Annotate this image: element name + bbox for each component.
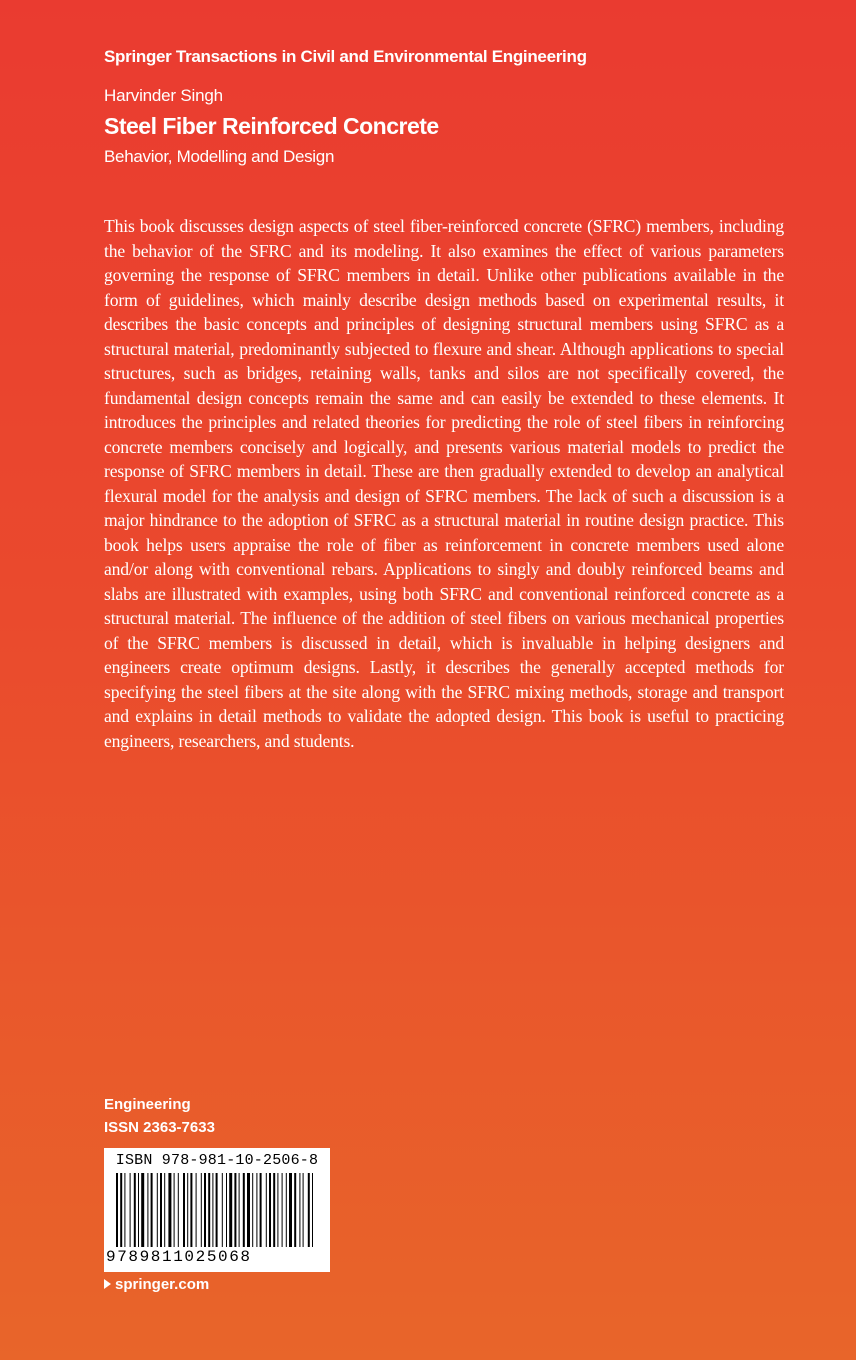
barcode-bar: [273, 1173, 275, 1247]
barcode-bar: [308, 1173, 310, 1247]
subject-category: Engineering: [104, 1096, 191, 1113]
barcode-bar: [269, 1173, 271, 1247]
barcode-bar: [120, 1173, 122, 1247]
barcode-bar: [190, 1173, 192, 1247]
barcode-bar: [303, 1173, 304, 1247]
barcode-bar: [116, 1173, 118, 1247]
author-name: Harvinder Singh: [104, 86, 223, 105]
barcode-bar: [299, 1173, 300, 1247]
barcode-bar: [247, 1173, 250, 1247]
barcode-bar: [256, 1173, 257, 1247]
book-subtitle: Behavior, Modelling and Design: [104, 147, 335, 166]
barcode-bar: [151, 1173, 153, 1247]
barcode-bar: [141, 1173, 144, 1247]
barcode-bar: [168, 1173, 171, 1247]
barcode-bar: [174, 1173, 175, 1247]
barcode-bar: [138, 1173, 139, 1247]
website-text[interactable]: springer.com: [115, 1276, 210, 1293]
barcode-bar: [282, 1173, 283, 1247]
barcode-bar: [134, 1173, 136, 1247]
barcode-bar: [196, 1173, 197, 1247]
barcode-bar: [201, 1173, 202, 1247]
barcode-bar: [286, 1173, 287, 1247]
barcode-bar: [216, 1173, 218, 1247]
barcode-bar: [243, 1173, 245, 1247]
book-description: This book discusses design aspects of steel fiber-reinforced concrete (SFRC) members, including the behavior of the SFRC and its modeling. It also examines the effect of various parameters governing the response of SFRC members in detail. Unlike other publications available in the form of guidelines, which mainly describe design methods based on experimental results, it describes the basic concepts and principles of designing structural members using SFRC as a structural material, predominantly subjected to flexure and shear. Although applications to special structures, such as bridges, retaining walls, tanks and silos are not specifically covered, the fundamental design concepts remain the same and can easily be extended to these elements. It introduces the principles and related theories for predicting the role of steel fibers in reinforcing concrete members concisely and logically, and presents various material models to predict the response of SFRC members in detail. These are then gradually extended to develop an analytical flexural model for the analysis and design of SFRC members. The lack of such a discussion is a major hindrance to the adoption of SFRC as a structural material in routine design practice. This book helps users appraise the role of fiber as reinforcement in concrete members used alone and/or along with conventional rebars. Applications to singly and doubly reinforced beams and slabs are illustrated with examples, using both SFRC and conventional reinforced concrete as a structural material. The influence of the addition of steel fibers on various mechanical properties of the SFRC members is discussed in detail, which is invaluable in helping designers and engineers create optimum designs. Lastly, it describes the generally accepted methods for specifying the steel fibers at the site along with the SFRC mixing methods, storage and transport and explains in detail methods to validate the adopted design. This book is useful to practicing engineers, researchers, and students.: [104, 216, 784, 751]
website-link[interactable]: [104, 1276, 209, 1293]
barcode-bar: [204, 1173, 206, 1247]
isbn-barcode-panel: [104, 1148, 330, 1272]
series-title: Springer Transactions in Civil and Environmental Engineering: [104, 47, 587, 66]
barcode-bar: [183, 1173, 185, 1247]
arrow-right-icon: [104, 1279, 111, 1289]
barcode-bar: [157, 1173, 158, 1247]
barcode-bar: [294, 1173, 296, 1247]
barcode-bar: [178, 1173, 179, 1247]
barcode-bar: [160, 1173, 162, 1247]
barcode-bar: [239, 1173, 240, 1247]
barcode-bar: [277, 1173, 278, 1247]
barcode-bar: [252, 1173, 253, 1247]
barcode-bar: [312, 1173, 313, 1247]
barcode-bar: [222, 1173, 223, 1247]
barcode-bar: [226, 1173, 227, 1247]
barcode-bar: [187, 1173, 188, 1247]
ean-digits: 9789811025068: [106, 1248, 252, 1266]
barcode-bar: [124, 1173, 125, 1247]
barcode-bar: [147, 1173, 148, 1247]
barcode-bar: [266, 1173, 267, 1247]
barcode-bar: [212, 1173, 213, 1247]
barcode-bar: [289, 1173, 292, 1247]
issn-number: ISSN 2363-7633: [104, 1119, 215, 1136]
barcode-bar: [260, 1173, 262, 1247]
book-title: Steel Fiber Reinforced Concrete: [104, 113, 439, 139]
barcode-bar: [208, 1173, 210, 1247]
barcode-bar: [229, 1173, 232, 1247]
barcode-bar: [130, 1173, 131, 1247]
barcode-bar: [234, 1173, 236, 1247]
isbn-label: ISBN 978-981-10-2506-8: [115, 1152, 319, 1169]
barcode-icon: [116, 1173, 316, 1247]
barcode-bar: [164, 1173, 165, 1247]
